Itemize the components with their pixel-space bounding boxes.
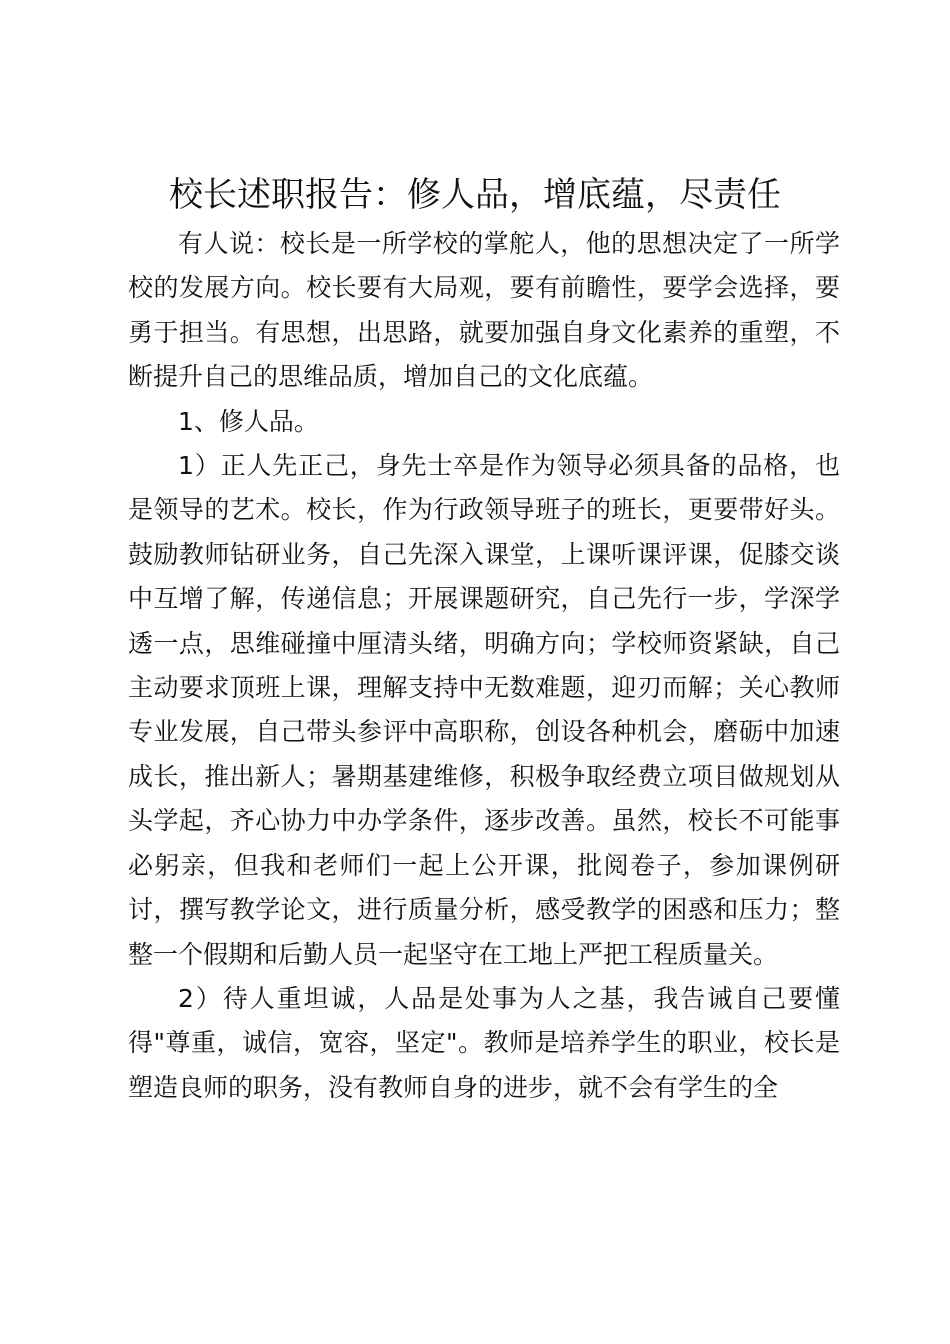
document-title: 校长述职报告：修人品，增底蕴，尽责任: [169, 175, 781, 215]
paragraph-intro: 有人说：校长是一所学校的掌舵人，他的思想决定了一所学校的发展方向。校长要有大局观，要有前瞻性，要学会选择，要勇于担当。有思想，出思路，就要加强自身文化素养的重塑，不断提升自己的思维品质，增加自己的文化底蕴。: [128, 229, 840, 392]
paragraph-sincerity: 2）待人重坦诚，人品是处事为人之基，我告诫自己要懂得"尊重，诚信，宽容，坚定"。教师是培养学生的职业，校长是塑造良师的职务，没有教师自身的进步，就不会有学生的全: [128, 983, 840, 1102]
document-body: [128, 222, 840, 1110]
section-heading-1: 1、修人品。: [178, 406, 319, 436]
paragraph-lead-by-example: 1）正人先正己，身先士卒是作为领导必须具备的品格，也是领导的艺术。校长，作为行政领导班子的班长，更要带好头。鼓励教师钻研业务，自己先深入课堂，上课听课评课，促膝交谈中互增了解，传递信息；开展课题研究，自己先行一步，学深学透一点，思维碰撞中厘清头绪，明确方向；学校师资紧缺，自己主动要求顶班上课，理解支持中无数难题，迎刃而解；关心教师专业发展，自己带头参评中高职称，创设各种机会，磨砺中加速成长，推出新人；暑期基建维修，积极争取经费立项目做规划从头学起，齐心协力中办学条件，逐步改善。虽然，校长不可能事必躬亲，但我和老师们一起上公开课，批阅卷子，参加课例研讨，撰写教学论文，进行质量分析，感受教学的困惑和压力；整整一个假期和后勤人员一起坚守在工地上严把工程质量关。: [128, 451, 840, 969]
